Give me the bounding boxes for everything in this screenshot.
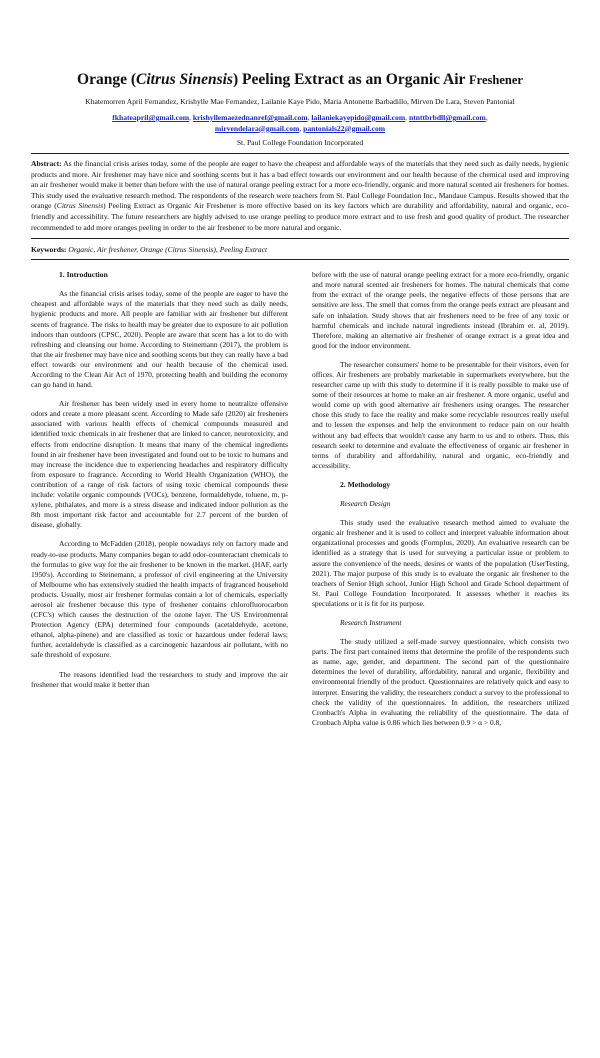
left-column: [31, 270, 288, 737]
email-link[interactable]: krishyllemaezednanref@gmail.com: [192, 113, 308, 122]
paragraph: The study utilized a self-made survey questionnaire, which consists two parts. The first part contained items that determine the profile of the respondents such as name, age, gender, and department. The second part of the questionnaire determines the level of durability, affordability, natural and organic, flexibility and environmental friendly of the product. Questionnaires are relatively quick and easy to interpret. Ensuring the validity, the researchers conduct a survey to the professional to check the validity of the questionnaires. In addition, the researchers utilized Cronbach's Alpha in evaluating the reliability of the questionnaire. The data of Cronbach Alpha value is 0.86 which lies between 0.9 > α > 0.8,: [312, 637, 569, 727]
section-heading-methodology: 2. Methodology: [340, 479, 391, 489]
keywords: [31, 245, 569, 255]
subsection-heading-research-instrument: Research Instrument: [340, 617, 402, 627]
email-list: fkhateapril@gmail.com, krishyllemaezednanref@gmail.com, lailaniekayepido@gmail.com, ntnttbrbdll@gmail.com, mirvendelara@gmail.com, pantonials22@gmail.com: [112, 113, 488, 133]
abstract-species: Citrus Sinensis: [56, 201, 104, 211]
title-part2: ) Peeling Extract as an Organic Air: [232, 71, 470, 88]
paragraph: before with the use of natural orange peeling extract for a more eco-friendly, organic and more natural scented air fresheners for homes. The natural chemicals that come from the extract of the orange peels, the negative effects of those persons that are sensitive are less. The smell that comes from the orange peels extract are pleasant and safe on inhalation. Study shows that air fresheners need to be free of any toxic or harmful chemicals and include natural ingredients instead (Ibrahim et. al, 2019). Therefore, making an alternative air freshener of orange extract is a great idea and good for the indoor environment.: [312, 270, 569, 350]
title-part3: Freshener: [469, 73, 523, 87]
title-species: Citrus Sinensis: [136, 71, 233, 88]
paragraph: The researcher consumers' home to be presentable for their visitors, even for offices. Air fresheners are probably marketable in supermarkets everywhere, but the researcher came up with this study to determine if it is really possible to make use of some of their resources at home to make an air freshener. A more organic, useful and would come up with good alternative air fresheners using oranges. The researcher chose this study to face the reality and make some recyclable resources really useful and to lessen the expenses and help the environment to reduce pain on our health without any bad effects that wouldn't cause any harm to us and to others. Thus, this research seekt to determine and evaluate the effectiveness of organic air freshener in terms of durability and affordability, natural and organic, eco-friendly and accessibility.: [312, 359, 569, 470]
paragraph: This study used the evaluative research method aimed to evaluate the organic air freshener and it is used to collect and interpret valuable information about organizational processes and goods (Formplus, 2020). An evaluative research can be identified as a strategy that is used for surveying a particular issue or problem to assure the convenience of the needs, desires or wants of the population (UserTesting, 2021). The major purpose of this study is to evaluate the organic air freshener to the teachers of Senior High school, Junior High School and Grade School department of St. Paul College Foundation Incorporated. It assesses whether it reaches its speculations or it is fit for its purpose.: [312, 518, 569, 608]
keywords-divider: [31, 259, 569, 260]
body-columns: [31, 270, 569, 737]
paragraph: The reasons identified lead the researchers to study and improve the air freshener that would make it better than: [31, 669, 288, 689]
right-column: [312, 270, 569, 737]
abstract-text-2: ) Peeling Extract as Organic Air Freshener is more effective based on its key factors which are durability and affordability, natural and organic, eco-friendly and accessibility. The future researchers are highly advised to use orange peeling to produce more extract and to use fresh and good quality of product. The researcher recommended to add more oranges peeling in order to the air freshener to be more natural and organic.: [31, 201, 570, 232]
email-link[interactable]: fkhateapril@gmail.com: [112, 113, 190, 122]
paper-title: [31, 70, 569, 90]
subsection-heading-research-design: Research Design: [340, 499, 391, 509]
title-part1: Orange (: [77, 71, 137, 88]
email-link[interactable]: pantonials22@gmail.com: [303, 123, 386, 133]
keywords-label: Keywords:: [31, 245, 67, 255]
paragraph: According to McFadden (2018), people nowadays rely on factory made and ready-to-use products. Many companies began to add odor-counteractant chemicals to the formulas to give way for the air freshener to be known in the market. (HAF, early 1950's). According to Steinemann, a professor of civil engineering at the University of Melbourne who has extensively studied the health impacts of fragranced household products. Usually, most air freshener formulas contain a lot of chemicals, especially aerosol air freshener because this type of freshener contains chlorofluorocarbon (CFC's) which causes the destruction of the ozone layer. The US Environmental Protection Agency (EPA) determined four compounds (acetaldehyde, acetone, ethanol, alpha-pinene) and are classified as toxic or hazardous under federal laws; further, acetaldehyde is classified as a carcinogenic hazardous air pollutant, with no safe threshold of exposure.: [31, 539, 288, 660]
abstract: [31, 159, 569, 233]
email-link[interactable]: mirvendelara@gmail.com: [214, 123, 300, 133]
paragraph: Air freshener has been widely used in every home to neutralize offensive odors and create a more pleasant scent. According to Made safe (2020) air fresheners associated with various health effects of chemical compounds measured and identified toxic chemicals in air freshener that are linked to cancer, neurotoxicity, and effects from endocrine disruption. It means that many of the chemical ingredients found in air freshener have been investigated and found out to be toxic to humans and may increase the incidence due to experiencing headaches and respiratory difficulty from exposure to fragrance. According to World Health Organization (WHO), the contribution of a range of risk factors of using toxic chemical compounds these include: volatile organic compounds (VOCs), benzene, formaldehyde, toluene, m, p-xylene, phthalates, and more is a stress disease and indicated indoor pollution as the 8th most important risk factor and accountable for 2.7 percent of the burden of disease, globally.: [31, 399, 288, 530]
abstract-label: Abstract:: [31, 159, 62, 168]
paragraph: As the financial crisis arises today, some of the people are eager to have the cheapest and affordable ways of the materials that they need such as daily needs, hygienic products and more. All people are familiar with air freshener but different scents of fragrance. The risks to health may be greater due to exposure to air pollution indoors than outdoors (CPSC, 2020). People are aware that scent has a lot to do with refreshing and cleansing our home. According to Steinemann (2017), the problem is that the air freshener may have nice and soothing scents but they can really have a bad effect towards our environment and our health because of the chemical used. According to the Clean Air Act of 1970, protecting health and building the economy can go hand in hand.: [31, 289, 288, 390]
abstract-divider: [31, 238, 569, 239]
paper-page: [0, 70, 600, 1058]
keywords-text: Organic, Air freshener, Orange (Citrus Sinensis), Peeling Extract: [66, 245, 268, 255]
email-link[interactable]: ntnttbrbdll@gmail.com: [408, 113, 486, 122]
header-divider: [31, 153, 569, 154]
affiliation: St. Paul College Foundation Incorporated: [236, 138, 364, 147]
abstract-text: As the financial crisis arises today, some of the people are eager to have the cheapest and affordable ways of the materials that they need such as daily needs, hygienic products and more. Air freshener may have nice and soothing scents but it has a bad effect towards our environment and our health because of the chemical used and improving an air freshener would make it better than before with the use of natural orange peeling extract for a more eco-friendly, organic and more natural scented air fresheners for homes. This study used the evaluative research method. The respondents of the research were teachers from St. Paul College Foundation Inc., Mandaue Campus. Results showed that the orange (: [31, 159, 569, 211]
email-link[interactable]: lailaniekayepido@gmail.com: [311, 113, 406, 122]
author-list: Khatemorren April Fernandez, Krishylle Mae Fernandez, Lailanie Kaye Pido, Maria Antonette Barbadillo, Mirven De Lara, Steven Pantonial: [85, 97, 515, 106]
section-heading-introduction: 1. Introduction: [59, 270, 108, 280]
